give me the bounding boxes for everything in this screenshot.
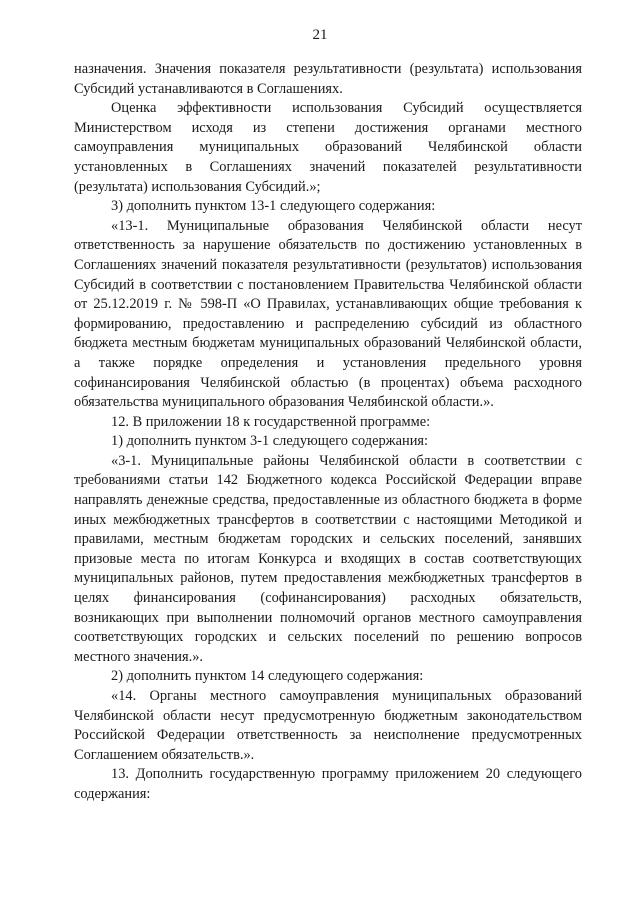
- paragraph-1: назначения. Значения показателя результативности (результата) использования Субсидий устанавливаются в Соглашениях.: [74, 61, 582, 97]
- paragraph-8: 2) дополнить пунктом 14 следующего содержания:: [111, 668, 424, 685]
- paragraph-10: 13. Дополнить государственную программу приложением 20 следующего содержания:: [74, 766, 582, 802]
- paragraph-5: 12. В приложении 18 к государственной программе:: [111, 413, 431, 430]
- paragraph-2: Оценка эффективности использования Субсидий осуществляется Министерством исходя из степени достижения органами местного самоуправления муниципальных образований Челябинской области установленных в Соглашениях значений показателей результативности (результата) использования Субсидий.»;: [74, 100, 582, 195]
- paragraph-3: 3) дополнить пунктом 13-1 следующего содержания:: [111, 198, 436, 215]
- document-body: [74, 60, 582, 805]
- paragraph-7: «3-1. Муниципальные районы Челябинской области в соответствии с требованиями статьи 142 Бюджетного кодекса Российской Федерации вправе направлять денежные средства, предоставленные из областного бюджета в форме иных межбюджетных трансфертов в соответствии с настоящими Методикой и правилами, местным бюджетам городских и сельских поселений, занявших призовые места по итогам Конкурса и входящих в состав соответствующих муниципальных районов, путем предоставления межбюджетных трансфертов в целях финансирования (софинансирования) расходных обязательств, возникающих при выполнении полномочий органов местного самоуправления соответствующих городских и сельских поселений по решению вопросов местного значения.».: [74, 452, 582, 665]
- paragraph-4: «13-1. Муниципальные образования Челябинской области несут ответственность за нарушение обязательств по достижению установленных в Соглашениях значений показателя результативности (результатов) использования Субсидий в соответствии с постановлением Правительства Челябинской области от 25.12.2019 г. № 598-П «О Правилах, устанавливающих общие требования к формированию, предоставлению и распределению субсидий из областного бюджета местным бюджетам муниципальных образований Челябинской области, а также порядке определения и установления предельного уровня софинансирования Челябинской областью (в процентах) объема расходного обязательства муниципального образования Челябинской области.».: [74, 217, 582, 411]
- paragraph-9: «14. Органы местного самоуправления муниципальных образований Челябинской области несут предусмотренную бюджетным законодательством Российской Федерации ответственность за неисполнение предусмотренных Соглашением обязательств.».: [74, 688, 582, 763]
- paragraph-6: 1) дополнить пунктом 3-1 следующего содержания:: [111, 433, 429, 450]
- page-number: 21: [312, 27, 328, 43]
